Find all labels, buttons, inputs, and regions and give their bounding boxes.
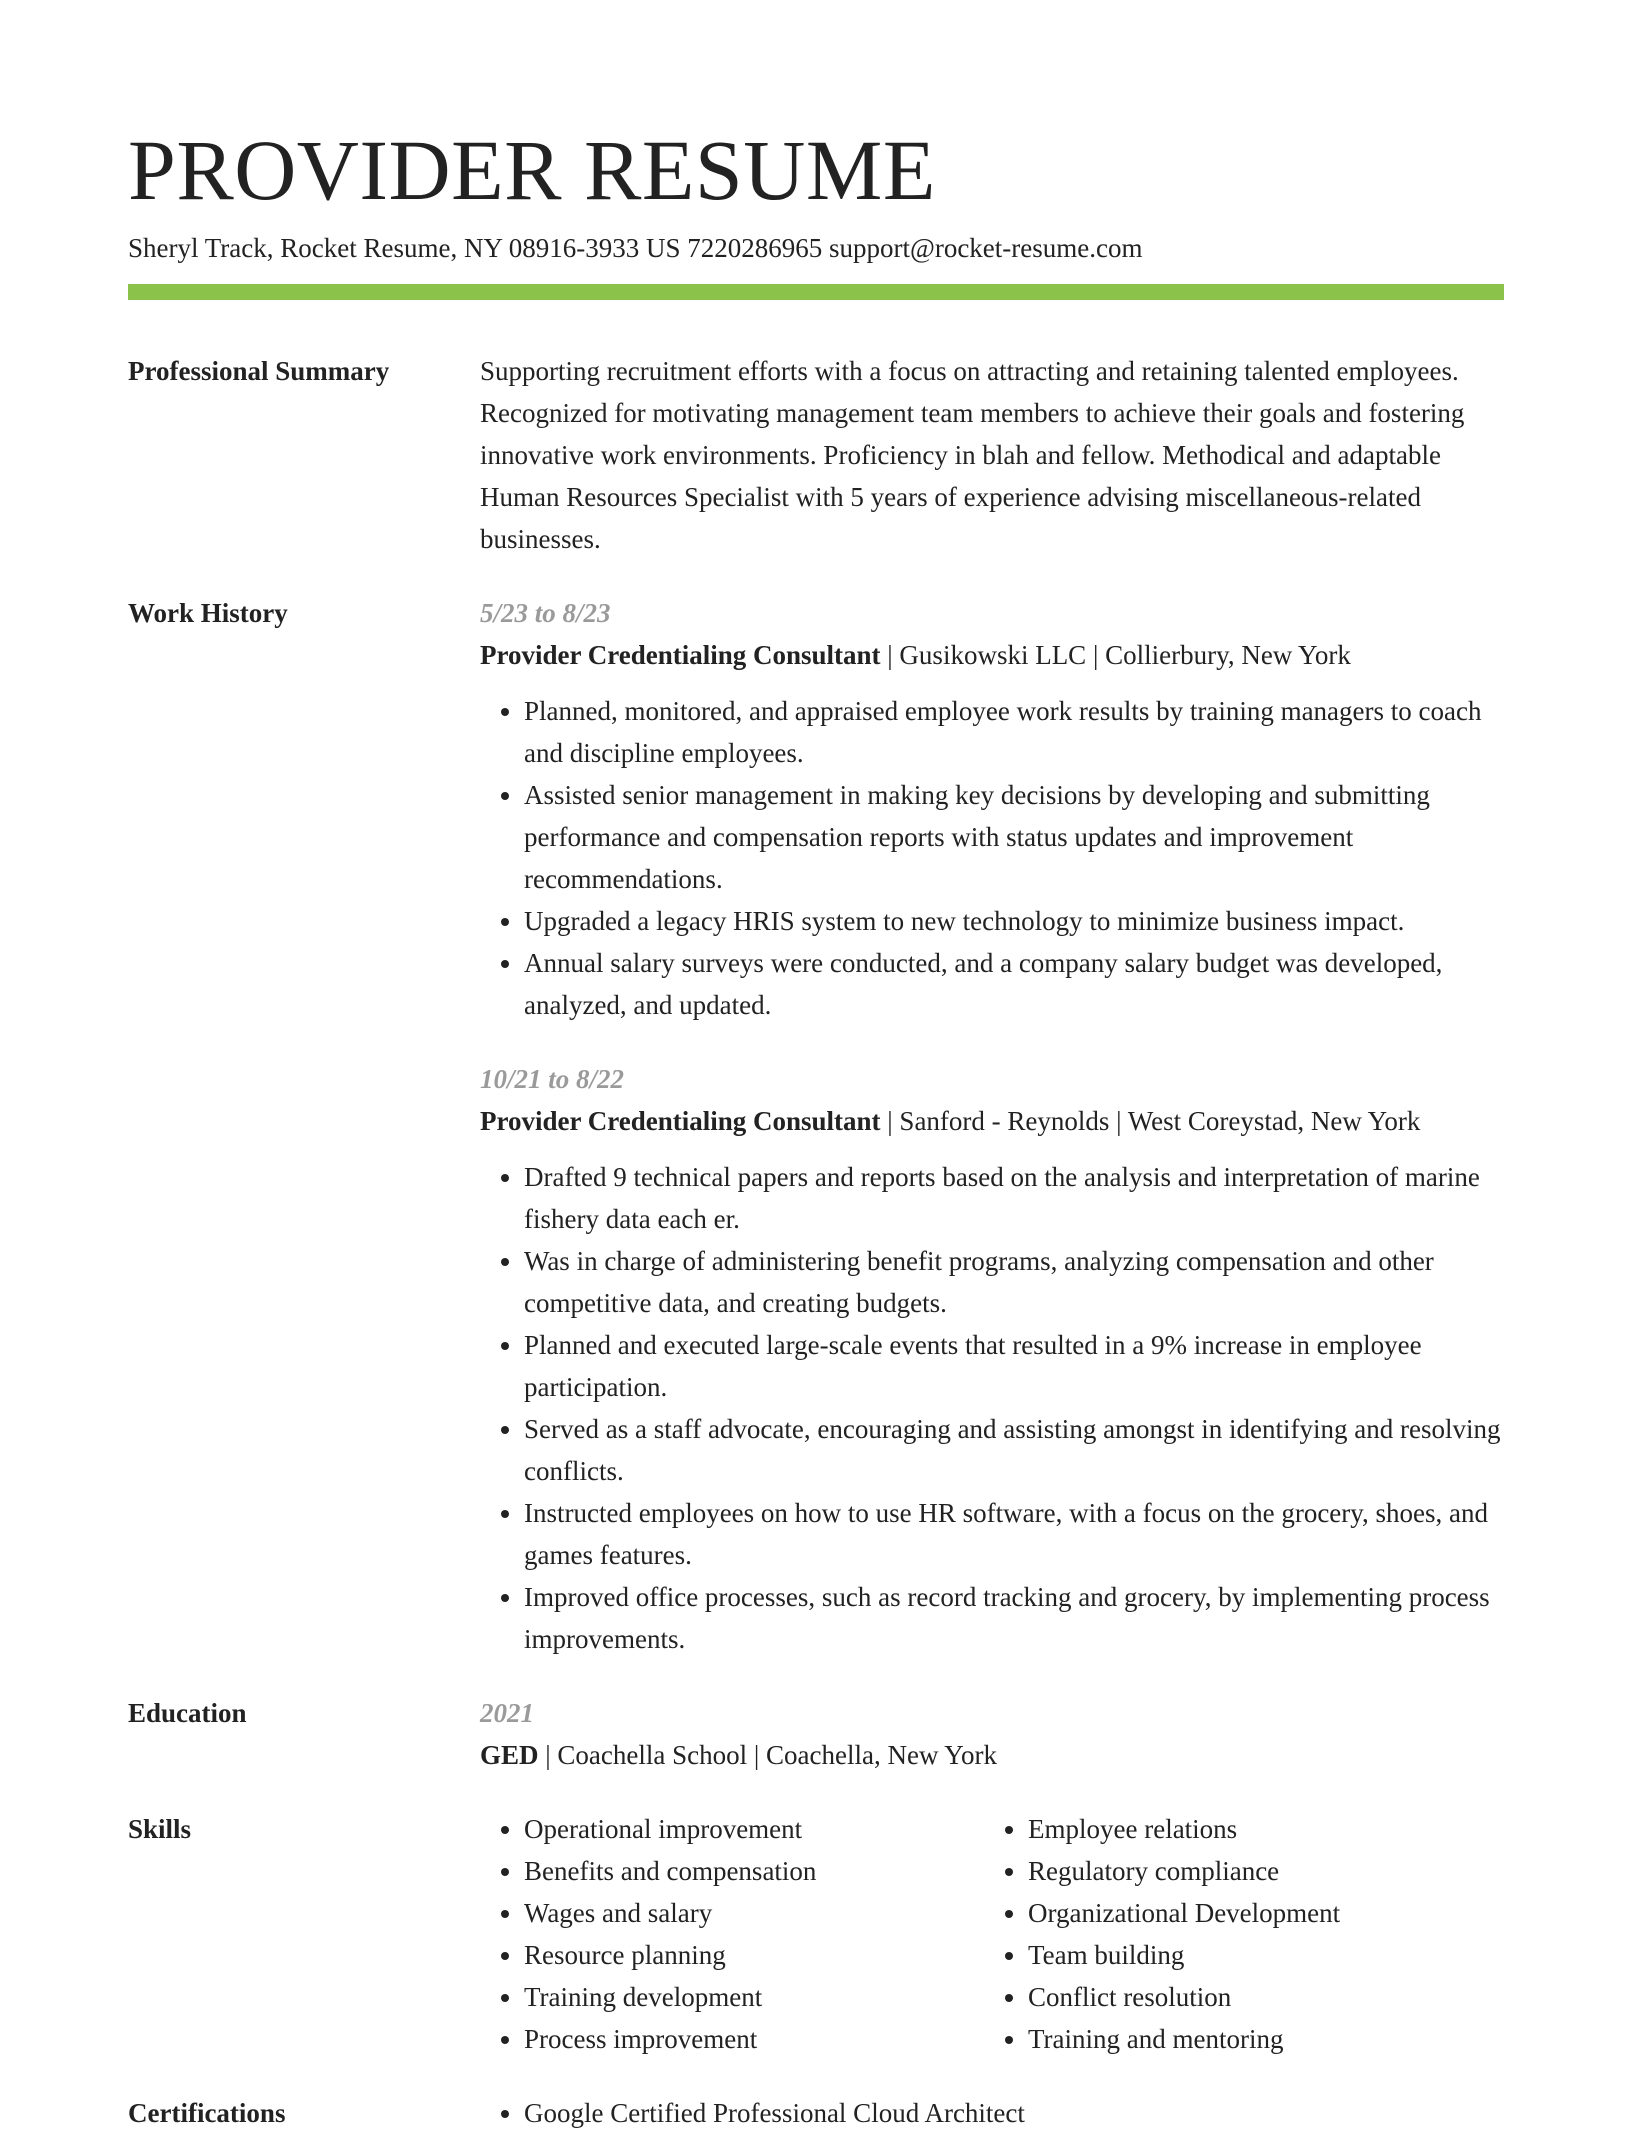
skill-item: • Conflict resolution [1028,1976,1488,2018]
section-label-skills: Skills [128,1814,192,1844]
job-heading [480,1100,1504,1142]
certifications-section [128,2092,1504,2134]
section-label-certifications: Certifications [128,2098,286,2128]
certifications-list [480,2092,1504,2134]
job-bullet: • Served as a staff advocate, encouraging and assisting amongst in identifying and resolving conflicts. [524,1408,1504,1492]
certification-item: • Google Certified Professional Cloud Architect [524,2092,1504,2134]
skill-item: • Wages and salary [524,1892,984,1934]
skill-item: • Operational improvement [524,1808,984,1850]
job-bullet: • Assisted senior management in making key decisions by developing and submitting performance and compensation reports with status updates and improvement recommendations. [524,774,1504,900]
work-history-body [480,592,1504,1660]
certifications-body [480,2092,1504,2134]
job-bullet: • Drafted 9 technical papers and reports based on the analysis and interpretation of marine fishery data each er. [524,1156,1504,1240]
summary-text: Supporting recruitment efforts with a focus on attracting and retaining talented employees. Recognized for motivating management team members to achieve their goals and fostering innovative work environments. Proficiency in blah and fellow. Methodical and adaptable Human Resources Specialist with 5 years of experience advising miscellaneous-related businesses. [480,356,1465,554]
contact-line: Sheryl Track, Rocket Resume, NY 08916-3933 US 7220286965 support@rocket-resume.com [128,233,1143,263]
job-bullet: • Planned, monitored, and appraised employee work results by training managers to coach and discipline employees. [524,690,1504,774]
skills-section [128,1808,1504,2060]
job-date: 5/23 to 8/23 [480,598,611,628]
resume-page [128,120,1504,2134]
skill-item: • Training and mentoring [1028,2018,1488,2060]
education-date: 2021 [480,1698,534,1728]
job-bullet: • Was in charge of administering benefit programs, analyzing compensation and other competitive data, and creating budgets. [524,1240,1504,1324]
job-bullet: • Upgraded a legacy HRIS system to new technology to minimize business impact. [524,900,1504,942]
job-bullet: • Improved office processes, such as record tracking and grocery, by implementing process improvements. [524,1576,1504,1660]
section-label-work: Work History [128,598,288,628]
skill-item: • Resource planning [524,1934,984,1976]
job-details: | Gusikowski LLC | Collierbury, New York [880,640,1351,670]
job-entry [480,1058,1504,1660]
education-details: | Coachella School | Coachella, New York [538,1740,997,1770]
skill-item: • Training development [524,1976,984,2018]
skill-item: • Team building [1028,1934,1488,1976]
skill-item: • Benefits and compensation [524,1850,984,1892]
job-bullet: • Annual salary surveys were conducted, and a company salary budget was developed, analyzed, and updated. [524,942,1504,1026]
header-divider [128,284,1504,300]
job-bullets [480,690,1504,1026]
education-section [128,1692,1504,1776]
resume-title: PROVIDER RESUME [128,122,936,218]
job-title: Provider Credentialing Consultant [480,640,881,670]
skills-list-right [984,1808,1488,2060]
skills-body [480,1808,1504,2060]
job-heading [480,634,1504,676]
section-label-education: Education [128,1698,247,1728]
job-details: | Sanford - Reynolds | West Coreystad, New York [880,1106,1421,1136]
work-history-section [128,592,1504,1660]
skill-item: • Employee relations [1028,1808,1488,1850]
education-body [480,1692,1504,1776]
skills-list-left [480,1808,984,2060]
professional-summary-section [128,350,1504,560]
skill-item: • Organizational Development [1028,1892,1488,1934]
skill-item: • Regulatory compliance [1028,1850,1488,1892]
section-label-summary: Professional Summary [128,356,390,386]
job-entry [480,592,1504,1026]
job-bullets [480,1156,1504,1660]
job-bullet: • Instructed employees on how to use HR software, with a focus on the grocery, shoes, and games features. [524,1492,1504,1576]
job-bullet: • Planned and executed large-scale events that resulted in a 9% increase in employee participation. [524,1324,1504,1408]
job-date: 10/21 to 8/22 [480,1064,625,1094]
job-title: Provider Credentialing Consultant [480,1106,881,1136]
skill-item: • Process improvement [524,2018,984,2060]
education-heading [480,1734,1504,1776]
education-degree: GED [480,1740,539,1770]
